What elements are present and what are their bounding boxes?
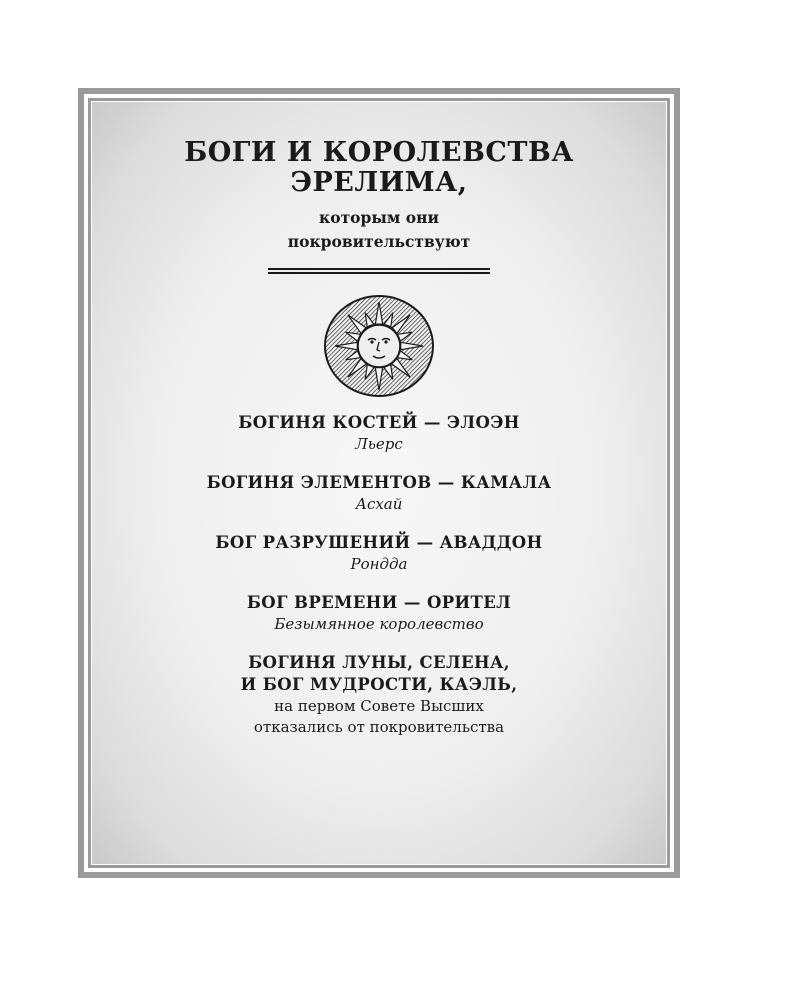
title-line-2: ЭРЕЛИМА,: [290, 167, 468, 198]
page-subtitle: [92, 206, 666, 254]
entries-list: [92, 412, 666, 738]
content: [92, 102, 666, 756]
entry-kingdom: Льерс: [355, 435, 403, 453]
entry-kingdom: Рондда: [350, 555, 408, 573]
page-frame: [78, 88, 680, 878]
entry-kingdom: Асхай: [355, 495, 403, 513]
entry-title: БОГИНЯ КОСТЕЙ — ЭЛОЭН: [238, 413, 520, 432]
entry-moon-and-wisdom: [92, 652, 666, 738]
entry-goddess-of-elements: [92, 472, 666, 514]
content-panel: [92, 102, 666, 864]
sun-emblem-icon: [323, 294, 435, 398]
entry-title: БОГ ВРЕМЕНИ — ОРИТЕЛ: [246, 593, 512, 612]
entry-title: БОГИНЯ ЭЛЕМЕНТОВ — КАМАЛА: [206, 473, 552, 492]
final-title-line-1: БОГИНЯ ЛУНЫ, СЕЛЕНА,: [248, 653, 510, 672]
final-note-line-2: отказались от покровительства: [253, 718, 505, 736]
frame-inner: [84, 94, 674, 872]
subtitle-line-2: покровительствуют: [287, 232, 471, 251]
subtitle-line-1: которым они: [319, 208, 439, 227]
entry-god-of-destruction: [92, 532, 666, 574]
final-note-line-1: на первом Совете Высших: [274, 697, 484, 715]
entry-goddess-of-bones: [92, 412, 666, 454]
entry-kingdom: Безымянное королевство: [274, 615, 484, 633]
page-title: [92, 138, 666, 198]
title-line-1: БОГИ И КОРОЛЕВСТВА: [184, 137, 574, 168]
final-title-line-2: И БОГ МУДРОСТИ, КАЭЛЬ,: [240, 675, 518, 694]
double-rule-divider: [268, 268, 490, 274]
entry-title: БОГ РАЗРУШЕНИЙ — АВАДДОН: [215, 533, 543, 552]
entry-god-of-time: [92, 592, 666, 634]
